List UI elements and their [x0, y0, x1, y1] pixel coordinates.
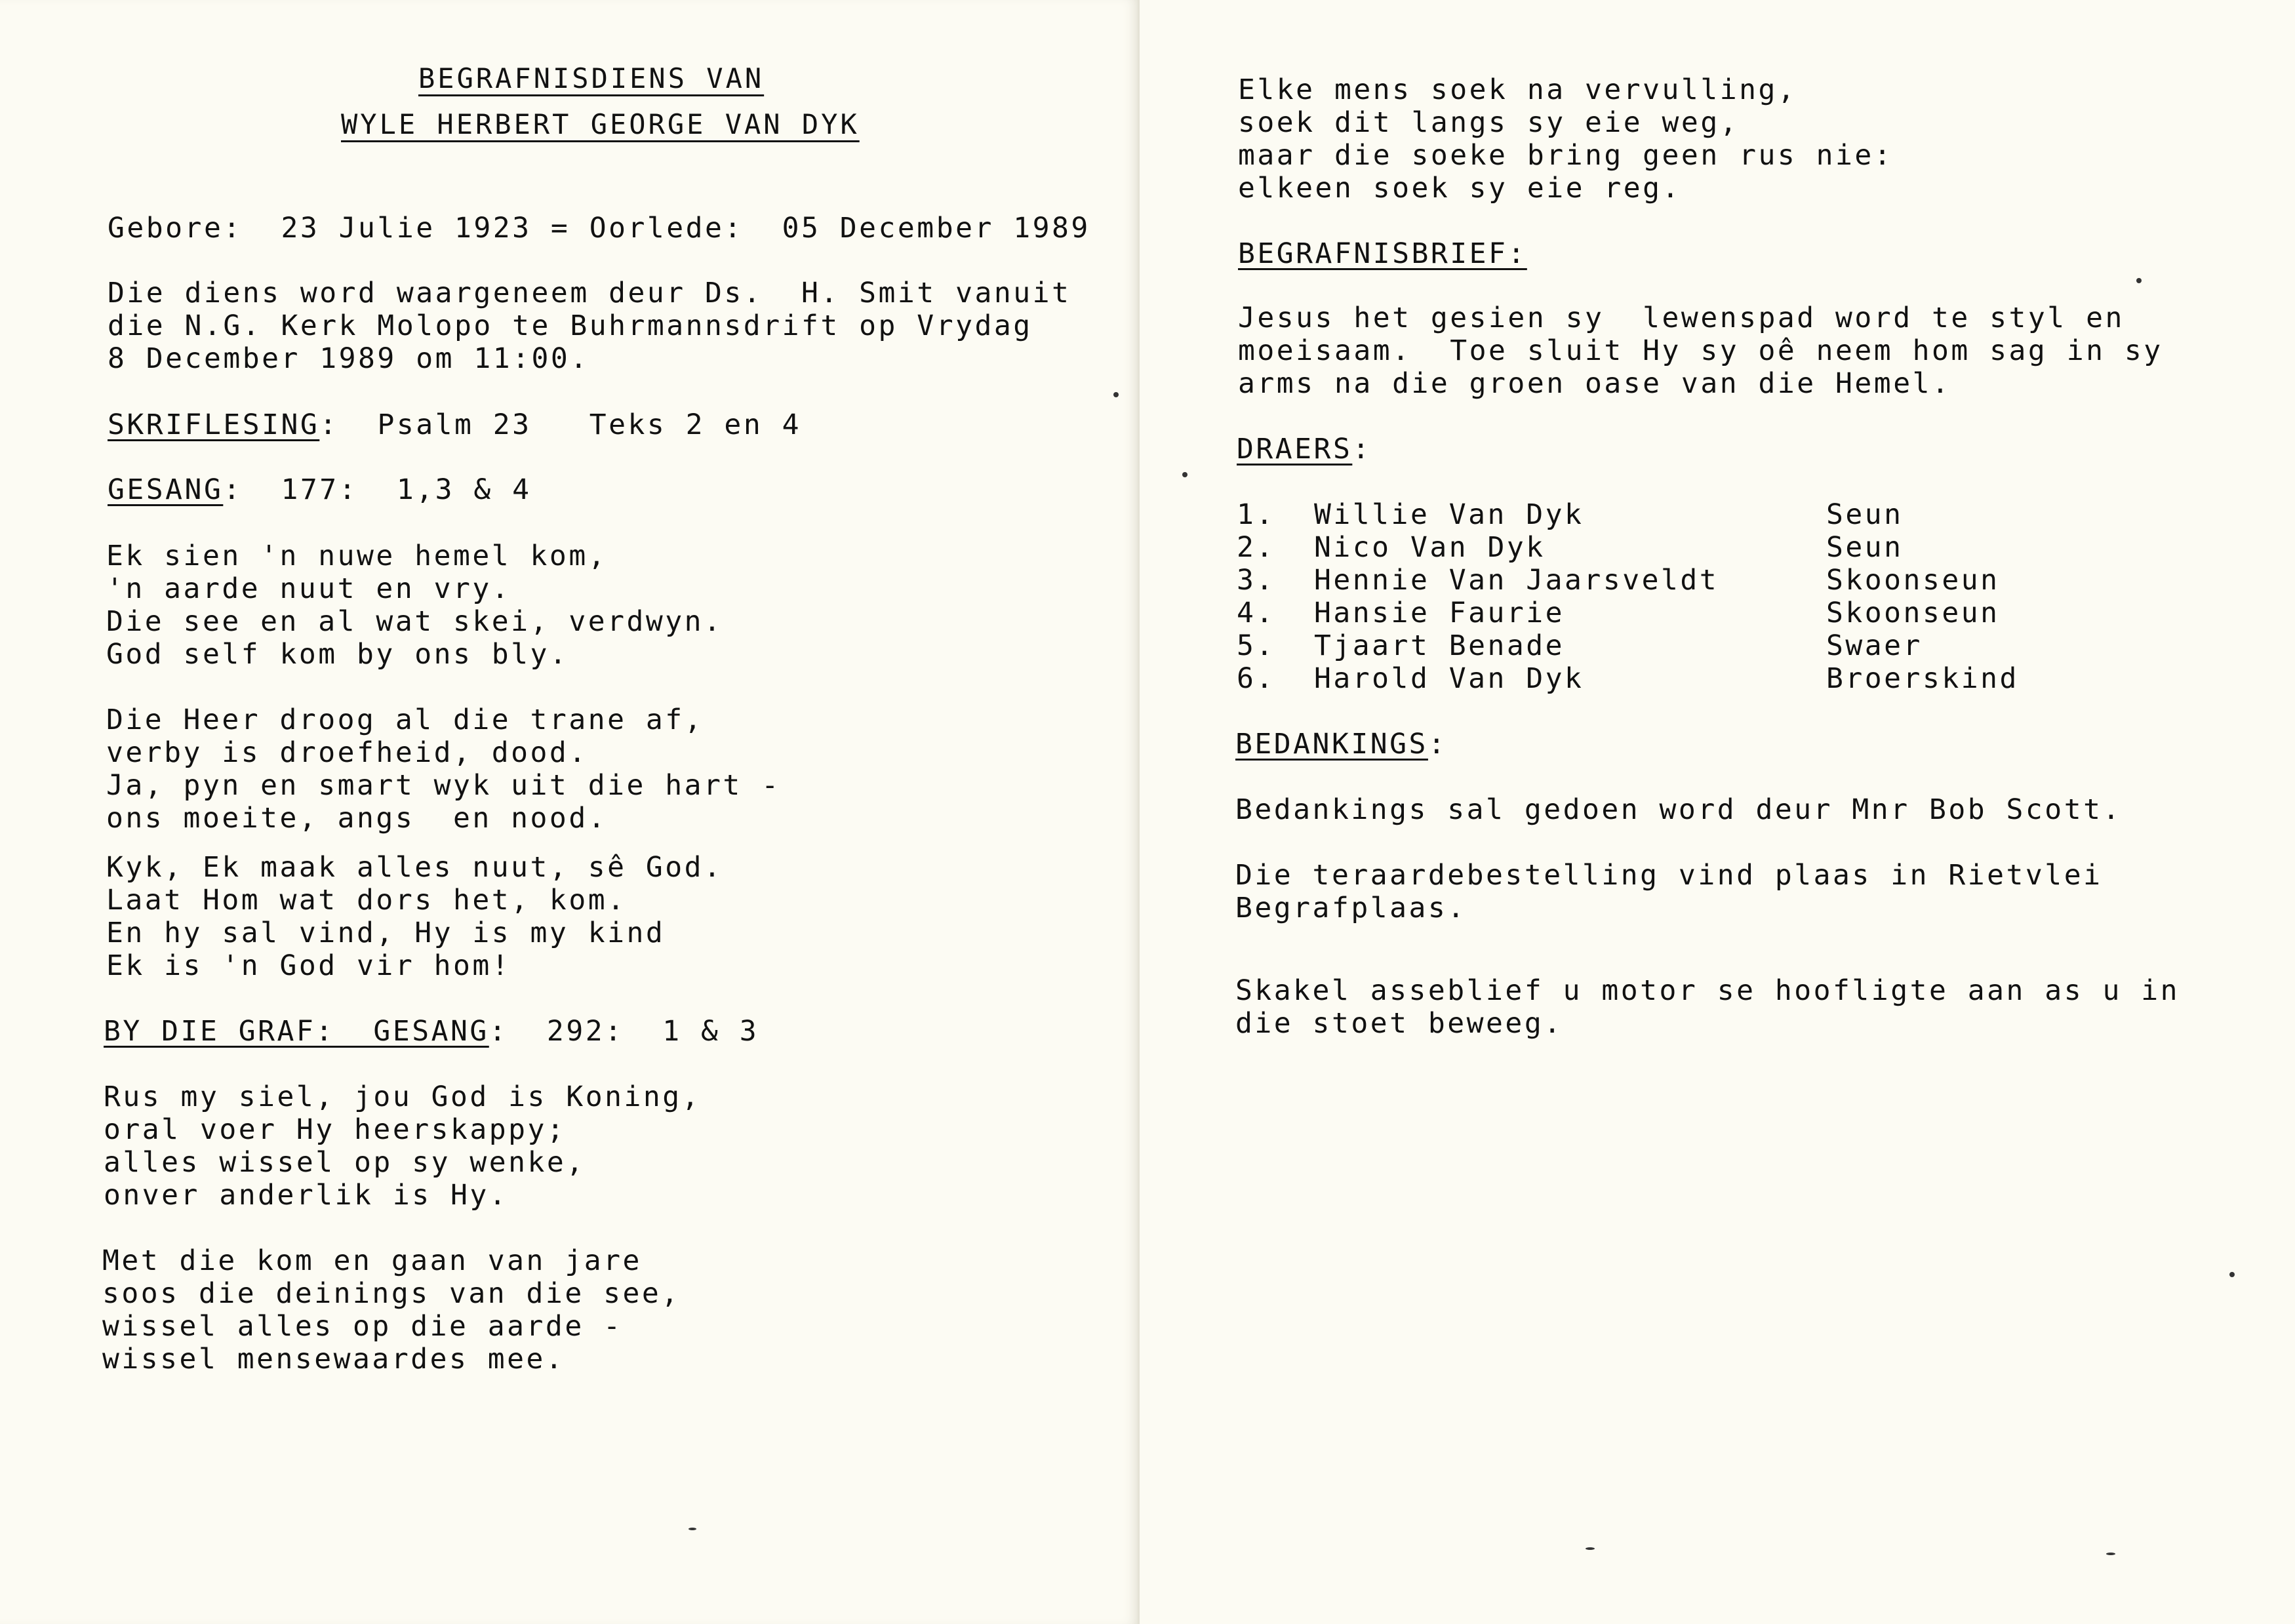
title-line-1: BEGRAFNISDIENS VAN [418, 62, 765, 94]
bearer-name: Tjaart Benade [1314, 629, 1565, 662]
hymn-verse-3-line-4: Ek is 'n God vir hom! [106, 949, 511, 982]
reading-value: : Psalm 23 Teks 2 en 4 [319, 408, 801, 441]
paper-speck [1586, 1547, 1595, 1550]
bearer-relation: Seun [1826, 498, 1904, 531]
grave-value: : 292: 1 & 3 [489, 1015, 759, 1048]
grave-verse-1-line-1: Rus my siel, jou God is Koning, [104, 1080, 702, 1113]
letter-heading: BEGRAFNISBRIEF: [1238, 237, 1527, 270]
grave-verse-1-line-3: alles wissel op sy wenke, [104, 1146, 586, 1179]
left-page [0, 0, 1140, 1624]
bearer-number: 5. [1237, 629, 1275, 662]
bearer-relation: Skoonseun [1826, 597, 2000, 629]
letter-line-1: Jesus het gesien sy lewenspad word te styl en [1238, 302, 2125, 334]
hymn-verse-1-line-2: 'n aarde nuut en vry. [106, 572, 511, 605]
verse-line-4: elkeen soek sy eie reg. [1238, 172, 1681, 205]
hymn-verse-2-line-1: Die Heer droog al die trane af, [106, 703, 704, 736]
reading-label: SKRIFLESING [108, 408, 320, 441]
verse-line-1: Elke mens soek na vervulling, [1238, 73, 1797, 106]
hymn-verse-2-line-4: ons moeite, angs en nood. [106, 802, 608, 835]
paper-speck [2136, 278, 2142, 283]
thanks-text: Bedankings sal gedoen word deur Mnr Bob Scott. [1235, 793, 2122, 826]
grave-verse-1-line-2: oral voer Hy heerskappy; [104, 1113, 567, 1146]
thanks-heading [1235, 728, 1447, 761]
bearer-relation: Broerskind [1826, 662, 2019, 695]
hymn-line [108, 473, 532, 506]
hymn-verse-3-line-1: Kyk, Ek maak alles nuut, sê God. [106, 851, 723, 884]
bearers-colon: : [1352, 433, 1372, 465]
hymn-verse-2-line-2: verby is droefheid, dood. [106, 736, 588, 769]
service-line-1: Die diens word waargeneem deur Ds. H. Smit vanuit [108, 277, 1071, 309]
title-line-2: WYLE HERBERT GEORGE VAN DYK [341, 108, 860, 140]
bearer-name: Hansie Faurie [1314, 597, 1565, 629]
letter-line-2: moeisaam. Toe sluit Hy sy oê neem hom sag in sy [1238, 334, 2163, 367]
hymn-verse-1-line-4: God self kom by ons bly. [106, 638, 569, 671]
paper-speck [2229, 1272, 2235, 1277]
bearer-number: 6. [1237, 662, 1275, 695]
hymn-verse-1-line-1: Ek sien 'n nuwe hemel kom, [106, 540, 608, 572]
right-page [1140, 0, 2295, 1624]
grave-verse-2-line-3: wissel alles op die aarde - [102, 1310, 623, 1343]
bearer-relation: Skoonseun [1826, 564, 2000, 597]
bearer-relation: Seun [1826, 531, 1904, 564]
reading-line [108, 408, 801, 441]
grave-verse-1-line-4: onver anderlik is Hy. [104, 1179, 509, 1212]
bearer-name: Hennie Van Jaarsveldt [1314, 564, 1719, 597]
grave-verse-2-line-2: soos die deinings van die see, [102, 1277, 681, 1310]
bearer-number: 1. [1237, 498, 1275, 531]
burial-line-1: Die teraardebestelling vind plaas in Rietvlei [1235, 859, 2103, 892]
hymn-value: : 177: 1,3 & 4 [223, 473, 532, 506]
hymn-verse-3-line-3: En hy sal vind, Hy is my kind [106, 917, 666, 949]
hymn-verse-3-line-2: Laat Hom wat dors het, kom. [106, 884, 627, 917]
bearers-label: DRAERS [1237, 433, 1353, 465]
bearer-number: 2. [1237, 531, 1275, 564]
hymn-verse-1-line-3: Die see en al wat skei, verdwyn. [106, 605, 723, 638]
burial-line-2: Begrafplaas. [1235, 892, 1467, 924]
notice-line-2: die stoet beweeg. [1235, 1007, 1563, 1040]
bearer-number: 3. [1237, 564, 1275, 597]
paper-speck [1182, 472, 1187, 477]
grave-verse-2-line-4: wissel mensewaardes mee. [102, 1343, 565, 1376]
hymn-verse-2-line-3: Ja, pyn en smart wyk uit die hart - [106, 769, 781, 802]
bearer-relation: Swaer [1826, 629, 1923, 662]
grave-label: BY DIE GRAF: GESANG [104, 1015, 489, 1048]
hymn-label: GESANG [108, 473, 224, 506]
paper-speck [1113, 392, 1119, 397]
notice-line-1: Skakel asseblief u motor se hoofligte aan as u in [1235, 974, 2180, 1007]
thanks-colon: : [1427, 728, 1448, 761]
grave-verse-2-line-1: Met die kom en gaan van jare [102, 1244, 642, 1277]
bearers-heading [1237, 433, 1372, 465]
dates-line: Gebore: 23 Julie 1923 = Oorlede: 05 December 1989 [108, 212, 1090, 245]
verse-line-3: maar die soeke bring geen rus nie: [1238, 139, 1894, 172]
bearer-number: 4. [1237, 597, 1275, 629]
grave-line [104, 1015, 759, 1048]
paper-speck [2106, 1553, 2115, 1555]
paper-speck [688, 1528, 696, 1530]
bearer-name: Willie Van Dyk [1314, 498, 1584, 531]
bearer-name: Harold Van Dyk [1314, 662, 1584, 695]
service-line-2: die N.G. Kerk Molopo te Buhrmannsdrift op Vrydag [108, 309, 1033, 342]
thanks-label: BEDANKINGS [1235, 728, 1428, 761]
verse-line-2: soek dit langs sy eie weg, [1238, 106, 1740, 139]
service-line-3: 8 December 1989 om 11:00. [108, 342, 589, 375]
letter-line-3: arms na die groen oase van die Hemel. [1238, 367, 1951, 400]
bearer-name: Nico Van Dyk [1314, 531, 1546, 564]
